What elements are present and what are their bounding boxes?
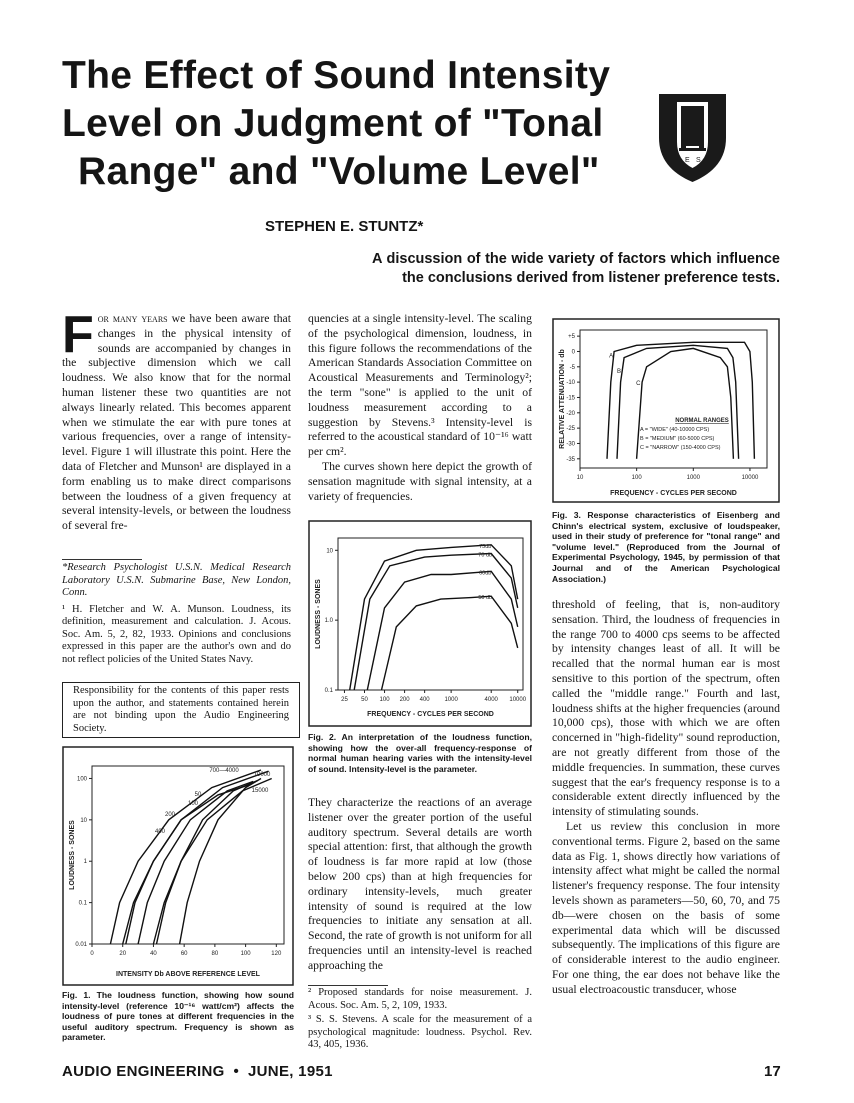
drop-cap: F bbox=[62, 306, 94, 364]
fig1-x-tick-label: 120 bbox=[271, 951, 282, 957]
column-3-paragraph-2: Let us review this conclusion in more conventional terms. Figure 2, based on the same data as Fig. 1, shows directly how variations of intensity affect what might be called the normal listener's frequency response. The four intensity levels shown as parameters—50, 60, 70, and 75 db—were chosen on the basis of some experimental data which will be discussed subsequently. The implications of this figure are of considerable interest to the audio engineer. For one thing, the ear does not behave like the usual electroacoustic transducer, whose bbox=[552, 819, 780, 996]
fig1-y-tick-label: 1 bbox=[83, 859, 87, 866]
footnote-1: ¹ H. Fletcher and W. A. Munson. Loudness, its definition, measurement and calculation. J. Acous. Soc. Am. 5, 2, 82, 1933. Opinions and conclusions expressed in this paper are the author's own and do not reflect policies of the United States Navy. bbox=[62, 603, 291, 665]
aes-logo-icon bbox=[655, 90, 730, 185]
footnote-2: ² Proposed standards for noise measurement. J. Acous. Soc. Am. 5, 2, 109, 1933. bbox=[308, 987, 532, 1011]
fig3-x-tick-label: 10 bbox=[576, 475, 584, 481]
fig2-x-tick-label: 400 bbox=[419, 697, 430, 703]
fig1-x-tick-label: 80 bbox=[211, 951, 219, 957]
column-3-text bbox=[552, 598, 780, 998]
fig1-x-tick-label: 100 bbox=[240, 951, 251, 957]
footnote-author-affiliation: *Research Psychologist U.S.N. Medical Research Laboratory U.S.N. Submarine Base, New London, Conn. bbox=[62, 562, 291, 598]
fig2-y-tick-label: 10 bbox=[326, 548, 333, 555]
column-2-paragraph-2: The curves shown here depict the growth of sensation magnitude with signal intensity, at a variety of frequencies. bbox=[308, 459, 532, 503]
fig2-y-tick-label: 1.0 bbox=[324, 618, 333, 625]
fig2-plot-area bbox=[338, 538, 523, 690]
footnote-rule bbox=[62, 559, 142, 560]
fig3-series-label: B bbox=[616, 368, 621, 375]
responsibility-notice: Responsibility for the contents of this paper rests upon the author, and statements contained herein are not binding upon the Audio Engineering Society. bbox=[62, 682, 300, 738]
fig3-series-label: C bbox=[636, 381, 641, 388]
svg-text:E: E bbox=[685, 157, 690, 164]
fig1-series-label: 400 bbox=[154, 829, 166, 835]
fig3-legend-entry: B = "MEDIUM" (60-5000 CPS) bbox=[640, 436, 715, 442]
fig2-series-60db bbox=[367, 571, 517, 690]
fig3-y-tick-label: -20 bbox=[566, 410, 575, 417]
fig3-legend-title: NORMAL RANGES bbox=[675, 418, 729, 424]
author-name: STEPHEN E. STUNTZ* bbox=[265, 218, 424, 235]
fig3-caption: Fig. 3. Response characteristics of Eisenberg and Chinn's electrical system, exclusive of loudspeaker, used in their study of preference for "tonal range" and "volume level." (Reproduced from the Journal of Experimental Psychology, 1945, by permission of that Journal and of the American Psychological Association.) bbox=[552, 510, 780, 584]
title-line-1: The Effect of Sound Intensity bbox=[62, 54, 611, 97]
fig1-x-axis-label: INTENSITY Db ABOVE REFERENCE LEVEL bbox=[116, 971, 260, 978]
fig1-y-tick-label: 0.1 bbox=[78, 900, 87, 907]
fig3-y-axis-label: RELATIVE ATTENUATION - db bbox=[559, 349, 566, 449]
fig3-y-tick-label: -5 bbox=[569, 364, 575, 371]
fig1-x-tick-label: 40 bbox=[150, 951, 157, 957]
fig1-series-label: 200 bbox=[164, 812, 176, 818]
footnotes-column-1 bbox=[62, 562, 291, 666]
fig1-series-label: 15000 bbox=[251, 788, 269, 794]
fig2-chart bbox=[308, 520, 532, 727]
fig2-series-label: 50 db bbox=[478, 595, 493, 602]
fig2-series-label: 60db bbox=[479, 570, 492, 577]
fig3-x-tick-label: 10000 bbox=[741, 475, 759, 481]
fig3-y-tick-label: -15 bbox=[566, 395, 575, 402]
fig3-x-tick-label: 1000 bbox=[686, 475, 700, 481]
fig2-x-tick-label: 200 bbox=[399, 697, 410, 703]
column-2-text-top bbox=[308, 312, 532, 504]
fig3-y-tick-label: -30 bbox=[566, 441, 575, 448]
fig1-x-tick-label: 20 bbox=[119, 951, 127, 957]
footnote-3: ³ S. S. Stevens. A scale for the measurement of a psychological magnitude: loudness. Psychol. Rev. 43, 405, 1936. bbox=[308, 1014, 532, 1050]
fig3-legend-entry: A = "WIDE" (40-10000 CPS) bbox=[640, 427, 710, 433]
fig2-caption: Fig. 2. An interpretation of the loudness function, showing how the over-all frequency-response of normal human hearing varies with the intensity-level of sound. Intensity-level is the parameter. bbox=[308, 732, 532, 774]
fig1-x-tick-label: 60 bbox=[180, 951, 188, 957]
fig2-y-axis-label: LOUDNESS - SONES bbox=[315, 579, 322, 649]
fig1-caption: Fig. 1. The loudness function, showing how sound intensity-level (reference 10⁻¹⁶ watt/cm²) affects the loudness of pure tones at different frequencies in the useful auditory spectrum. Frequency is shown as parameter. bbox=[62, 990, 294, 1043]
abstract: A discussion of the wide variety of factors which influence the conclusions derived from listener preference tests. bbox=[372, 251, 780, 286]
fig1-x-tick-label: 0 bbox=[90, 951, 94, 957]
column-2-paragraph-3: They characterize the reactions of an average listener over the greater portion of the useful auditory spectrum. Several details are worth special attention: first, that although the growth of loudness is far more rapid at low (those below 200 cps) than at high frequencies for ordinary intensity-levels, much greater intensity of sound is required at the low frequencies to initiate any sensation at all. Second, the rate of growth is not uniform for all frequencies until an intensity-level is reached approaching the bbox=[308, 796, 532, 972]
fig1-frame bbox=[63, 747, 293, 985]
fig1-series-label: 100 bbox=[187, 801, 199, 807]
column-3-paragraph-1: threshold of feeling, that is, non-auditory sensation. Third, the loudness of frequencies in the range 700 to 4000 cps seems to be affected by intensity changes least of all. It will be recalled that the normal human ear is most sensitive to this portion of the spectrum, often called the "middle range." Fourth and last, loudness shifts at the higher frequencies (around 10,000 cps), those with which we are often concerned in "high-fidelity" sound reproduction, are not greatly different from those of the middle frequencies. In summation, these curves suggest that the ear's frequency response is to a considerable extent directly influenced by the intensity of stimulating sounds. bbox=[552, 598, 780, 819]
fig1-series-label: 700—4000 bbox=[209, 768, 239, 774]
column-2-paragraph-1: quencies at a single intensity-level. The scaling of the psychological dimension, loudness, in this figure follows the recommendations of the American Standards Association Committee on Acoustical Measurements and Terminology²; the term "sone" is applied to the unit of loudness measurement according to a suggestion by Stevens.³ Intensity-level is referred to the acoustical standard of 10⁻¹⁶ watt per cm². bbox=[308, 312, 532, 459]
title-line-3: Range" and "Volume Level" bbox=[78, 150, 600, 193]
fig2-y-tick-label: 0.1 bbox=[324, 688, 333, 694]
fig3-y-tick-label: -35 bbox=[566, 456, 575, 463]
fig1-series-15000 bbox=[153, 779, 271, 945]
column-2-text-bottom bbox=[308, 796, 532, 974]
fig3-legend-entry: C = "NARROW" (150-4000 CPS) bbox=[640, 445, 721, 451]
fig1-chart bbox=[62, 746, 294, 986]
fig3-x-tick-label: 100 bbox=[631, 475, 642, 481]
fig1-series-label: 50 bbox=[194, 792, 202, 798]
fig2-x-tick-label: 25 bbox=[341, 697, 348, 703]
fig1-series-400 bbox=[126, 785, 249, 944]
fig3-y-tick-label: -25 bbox=[566, 426, 575, 433]
fig1-y-tick-label: 0.01 bbox=[75, 942, 87, 948]
page-number: 17 bbox=[764, 1063, 781, 1080]
fig3-y-tick-label: 0 bbox=[571, 349, 575, 356]
fig3-series-c bbox=[637, 348, 734, 458]
fig3-y-tick-label: +5 bbox=[568, 334, 575, 341]
column-1-paragraph: we have been aware that changes in the physical intensity of sounds are accompanied by changes in the subjective dimension which we call loudness. We also know that for the normal human listener these two quantities are not always linearly related. This becomes apparent when we stimulate the ear with pure tones at various frequencies, over a range of intensity-level. Figure 1 will illustrate this point. Here the data of Fletcher and Munson¹ are displayed in a form enabling us to make direct comparisons between the loudness of a given frequency at several intensity-levels, or between the loudness of several fre- bbox=[62, 312, 291, 533]
fig2-series-50-db bbox=[382, 596, 518, 690]
fig3-y-tick-label: -10 bbox=[566, 380, 575, 387]
fig2-series-label: 70 db bbox=[478, 552, 493, 559]
lead-in: or many years bbox=[97, 312, 168, 325]
fig3-series-label: A bbox=[609, 353, 614, 360]
fig1-y-axis-label: LOUDNESS - SONES bbox=[69, 820, 76, 890]
fig3-chart bbox=[552, 318, 780, 503]
fig2-x-tick-label: 50 bbox=[361, 697, 368, 703]
fig2-x-tick-label: 100 bbox=[379, 697, 390, 703]
fig2-series-label: 75db bbox=[479, 543, 492, 550]
journal-footer: AUDIO ENGINEERING • JUNE, 1951 bbox=[62, 1063, 333, 1080]
fig2-series-75db bbox=[350, 545, 518, 690]
footnote-rule-2 bbox=[308, 985, 388, 986]
title-line-2: Level on Judgment of "Tonal bbox=[62, 102, 604, 145]
fig1-y-tick-label: 100 bbox=[76, 776, 87, 783]
footnotes-column-2 bbox=[308, 987, 532, 1052]
fig1-series-label: 10000 bbox=[253, 772, 271, 778]
fig2-x-axis-label: FREQUENCY - CYCLES PER SECOND bbox=[367, 711, 494, 718]
fig2-x-tick-label: 10000 bbox=[509, 697, 527, 703]
fig1-y-tick-label: 10 bbox=[80, 817, 87, 824]
article-title bbox=[62, 52, 622, 196]
svg-text:S: S bbox=[696, 157, 701, 164]
column-1-text bbox=[62, 306, 291, 534]
fig2-x-tick-label: 1000 bbox=[444, 697, 458, 703]
fig2-x-tick-label: 4000 bbox=[484, 697, 498, 703]
fig1-series-100 bbox=[154, 780, 258, 944]
fig3-x-axis-label: FREQUENCY - CYCLES PER SECOND bbox=[610, 490, 737, 497]
